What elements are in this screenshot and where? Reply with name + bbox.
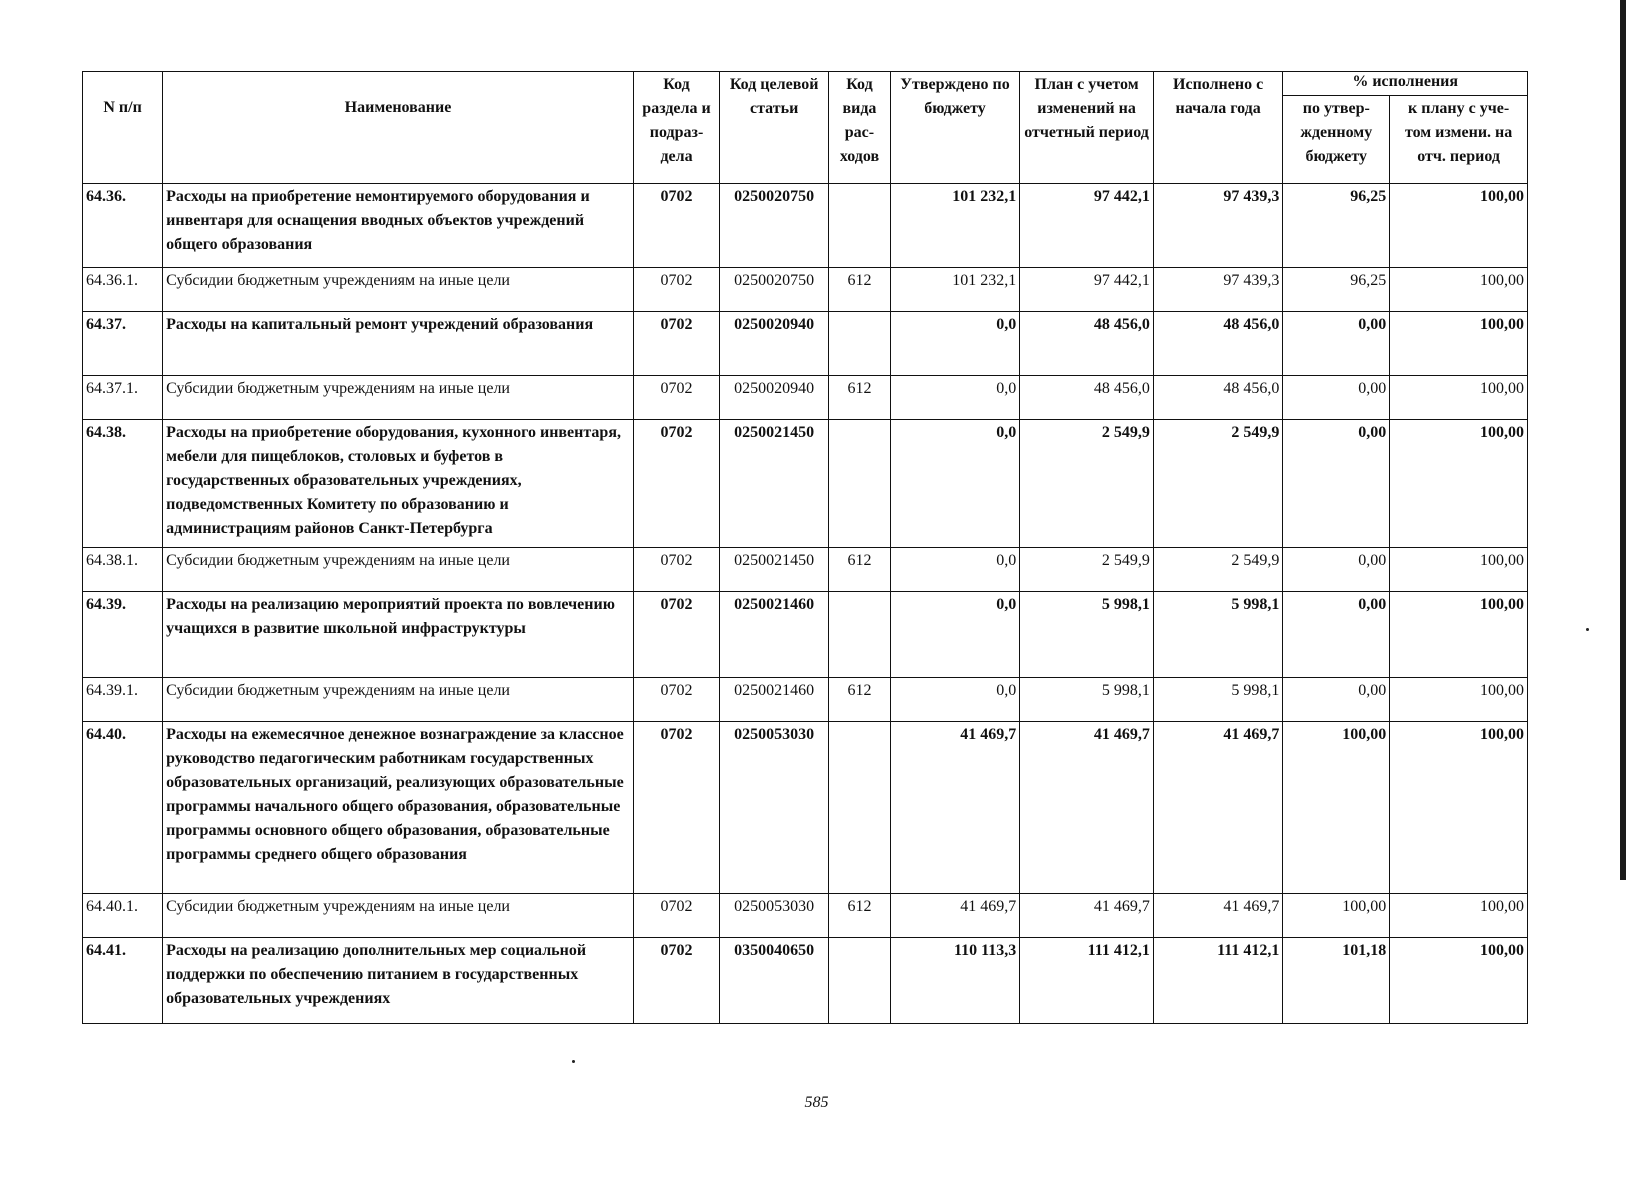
table-header-row — [83, 72, 1528, 96]
cell-celevaya: 0250021460 — [720, 678, 829, 722]
cell-pct-budget: 0,00 — [1283, 548, 1390, 592]
cell-pct-budget: 0,00 — [1283, 312, 1390, 376]
cell-pct-plan: 100,00 — [1390, 268, 1528, 312]
cell-pct-plan: 100,00 — [1390, 420, 1528, 548]
cell-ispolneno: 2 549,9 — [1153, 420, 1282, 548]
cell-utverzhdeno: 110 113,3 — [890, 938, 1019, 1024]
cell-utverzhdeno: 0,0 — [890, 312, 1019, 376]
cell-name: Расходы на реализацию мероприятий проекта по вовлечению учащихся в развитие школьной инфраструктуры — [163, 592, 634, 678]
cell-ispolneno: 41 469,7 — [1153, 894, 1282, 938]
cell-vid — [829, 184, 891, 268]
cell-utverzhdeno: 0,0 — [890, 376, 1019, 420]
table-row — [83, 722, 1528, 894]
cell-pct-plan: 100,00 — [1390, 894, 1528, 938]
cell-ispolneno: 97 439,3 — [1153, 184, 1282, 268]
cell-razdel: 0702 — [633, 268, 719, 312]
cell-plan: 111 412,1 — [1020, 938, 1154, 1024]
cell-name: Субсидии бюджетным учреждениям на иные цели — [163, 894, 634, 938]
scan-speck — [1586, 628, 1589, 631]
cell-vid — [829, 938, 891, 1024]
cell-number: 64.37.1. — [83, 376, 163, 420]
cell-razdel: 0702 — [633, 376, 719, 420]
table-row — [83, 312, 1528, 376]
cell-name: Субсидии бюджетным учреждениям на иные цели — [163, 268, 634, 312]
cell-razdel: 0702 — [633, 592, 719, 678]
cell-vid: 612 — [829, 376, 891, 420]
header-pct-budget: по утвер- жденному бюджету — [1283, 96, 1390, 184]
cell-pct-plan: 100,00 — [1390, 938, 1528, 1024]
header-number: N п/п — [83, 72, 163, 184]
cell-utverzhdeno: 0,0 — [890, 420, 1019, 548]
cell-utverzhdeno: 0,0 — [890, 592, 1019, 678]
cell-number: 64.37. — [83, 312, 163, 376]
table-row — [83, 420, 1528, 548]
cell-plan: 48 456,0 — [1020, 312, 1154, 376]
cell-name: Субсидии бюджетным учреждениям на иные цели — [163, 678, 634, 722]
budget-table — [82, 71, 1528, 1024]
cell-number: 64.36.1. — [83, 268, 163, 312]
cell-utverzhdeno: 41 469,7 — [890, 894, 1019, 938]
cell-pct-plan: 100,00 — [1390, 548, 1528, 592]
cell-plan: 97 442,1 — [1020, 268, 1154, 312]
cell-plan: 2 549,9 — [1020, 420, 1154, 548]
cell-celevaya: 0250021450 — [720, 420, 829, 548]
page-number: 585 — [804, 1094, 829, 1111]
cell-number: 64.36. — [83, 184, 163, 268]
cell-name: Расходы на капитальный ремонт учреждений образования — [163, 312, 634, 376]
cell-celevaya: 0250020750 — [720, 184, 829, 268]
cell-celevaya: 0250021450 — [720, 548, 829, 592]
cell-pct-plan: 100,00 — [1390, 312, 1528, 376]
cell-number: 64.39. — [83, 592, 163, 678]
cell-vid — [829, 722, 891, 894]
cell-pct-budget: 96,25 — [1283, 184, 1390, 268]
cell-razdel: 0702 — [633, 548, 719, 592]
cell-number: 64.41. — [83, 938, 163, 1024]
cell-name: Расходы на приобретение оборудования, кухонного инвентаря, мебели для пищеблоков, столовых и буфетов в государственных образовательных учреждениях, подведомственных Комитету по образованию и администрациям районов Санкт-Петербурга — [163, 420, 634, 548]
cell-plan: 41 469,7 — [1020, 894, 1154, 938]
cell-number: 64.40. — [83, 722, 163, 894]
cell-pct-budget: 100,00 — [1283, 722, 1390, 894]
cell-plan: 2 549,9 — [1020, 548, 1154, 592]
cell-number: 64.38.1. — [83, 548, 163, 592]
cell-name: Расходы на приобретение немонтируемого оборудования и инвентаря для оснащения вводных объектов учреждений общего образования — [163, 184, 634, 268]
header-name: Наименование — [163, 72, 634, 184]
table-row — [83, 938, 1528, 1024]
cell-celevaya: 0350040650 — [720, 938, 829, 1024]
cell-ispolneno: 97 439,3 — [1153, 268, 1282, 312]
cell-pct-budget: 0,00 — [1283, 592, 1390, 678]
table-row — [83, 376, 1528, 420]
cell-pct-budget: 96,25 — [1283, 268, 1390, 312]
cell-number: 64.38. — [83, 420, 163, 548]
cell-plan: 41 469,7 — [1020, 722, 1154, 894]
cell-vid — [829, 312, 891, 376]
header-ispolneno: Исполнено с начала года — [1153, 72, 1282, 184]
cell-celevaya: 0250020750 — [720, 268, 829, 312]
cell-vid: 612 — [829, 678, 891, 722]
cell-razdel: 0702 — [633, 678, 719, 722]
cell-ispolneno: 111 412,1 — [1153, 938, 1282, 1024]
cell-ispolneno: 48 456,0 — [1153, 312, 1282, 376]
header-utverzhdeno: Утверждено по бюджету — [890, 72, 1019, 184]
cell-pct-budget: 0,00 — [1283, 678, 1390, 722]
cell-utverzhdeno: 0,0 — [890, 548, 1019, 592]
header-razdel: Код раздела и подраз- дела — [633, 72, 719, 184]
cell-celevaya: 0250053030 — [720, 722, 829, 894]
cell-number: 64.40.1. — [83, 894, 163, 938]
cell-razdel: 0702 — [633, 420, 719, 548]
cell-celevaya: 0250020940 — [720, 376, 829, 420]
header-plan: План с учетом изменений на отчетный период — [1020, 72, 1154, 184]
table-row — [83, 268, 1528, 312]
cell-celevaya: 0250053030 — [720, 894, 829, 938]
cell-pct-plan: 100,00 — [1390, 722, 1528, 894]
cell-vid — [829, 592, 891, 678]
header-pct-group: % исполнения — [1283, 72, 1528, 96]
cell-name: Расходы на ежемесячное денежное вознаграждение за классное руководство педагогическим работникам государственных образовательных организаций, реализующих образовательные программы начального общего образования, образовательные программы основного общего образования, образовательные программы среднего общего образования — [163, 722, 634, 894]
cell-ispolneno: 5 998,1 — [1153, 678, 1282, 722]
header-vid: Код вида рас- ходов — [829, 72, 891, 184]
cell-celevaya: 0250021460 — [720, 592, 829, 678]
cell-name: Субсидии бюджетным учреждениям на иные цели — [163, 548, 634, 592]
cell-pct-budget: 0,00 — [1283, 376, 1390, 420]
scan-edge-line — [1620, 0, 1626, 880]
cell-name: Расходы на реализацию дополнительных мер социальной поддержки по обеспечению питанием в государственных образовательных учреждениях — [163, 938, 634, 1024]
cell-razdel: 0702 — [633, 312, 719, 376]
table-row — [83, 184, 1528, 268]
header-celevaya: Код целевой статьи — [720, 72, 829, 184]
cell-utverzhdeno: 0,0 — [890, 678, 1019, 722]
cell-pct-budget: 0,00 — [1283, 420, 1390, 548]
cell-vid: 612 — [829, 548, 891, 592]
cell-vid — [829, 420, 891, 548]
scan-speck — [572, 1060, 575, 1063]
cell-pct-plan: 100,00 — [1390, 592, 1528, 678]
table-row — [83, 548, 1528, 592]
cell-ispolneno: 41 469,7 — [1153, 722, 1282, 894]
cell-utverzhdeno: 41 469,7 — [890, 722, 1019, 894]
cell-plan: 5 998,1 — [1020, 678, 1154, 722]
cell-razdel: 0702 — [633, 722, 719, 894]
cell-plan: 5 998,1 — [1020, 592, 1154, 678]
cell-number: 64.39.1. — [83, 678, 163, 722]
cell-name: Субсидии бюджетным учреждениям на иные цели — [163, 376, 634, 420]
cell-pct-plan: 100,00 — [1390, 184, 1528, 268]
cell-utverzhdeno: 101 232,1 — [890, 184, 1019, 268]
table-body — [83, 184, 1528, 1024]
cell-pct-plan: 100,00 — [1390, 678, 1528, 722]
cell-vid: 612 — [829, 894, 891, 938]
cell-razdel: 0702 — [633, 938, 719, 1024]
cell-ispolneno: 48 456,0 — [1153, 376, 1282, 420]
cell-razdel: 0702 — [633, 894, 719, 938]
cell-plan: 48 456,0 — [1020, 376, 1154, 420]
table-row — [83, 894, 1528, 938]
cell-pct-budget: 100,00 — [1283, 894, 1390, 938]
cell-ispolneno: 2 549,9 — [1153, 548, 1282, 592]
cell-pct-budget: 101,18 — [1283, 938, 1390, 1024]
table-row — [83, 592, 1528, 678]
cell-plan: 97 442,1 — [1020, 184, 1154, 268]
cell-pct-plan: 100,00 — [1390, 376, 1528, 420]
header-pct-plan: к плану с уче- том измени. на отч. период — [1390, 96, 1528, 184]
table-row — [83, 678, 1528, 722]
cell-utverzhdeno: 101 232,1 — [890, 268, 1019, 312]
cell-vid: 612 — [829, 268, 891, 312]
cell-celevaya: 0250020940 — [720, 312, 829, 376]
cell-razdel: 0702 — [633, 184, 719, 268]
cell-ispolneno: 5 998,1 — [1153, 592, 1282, 678]
